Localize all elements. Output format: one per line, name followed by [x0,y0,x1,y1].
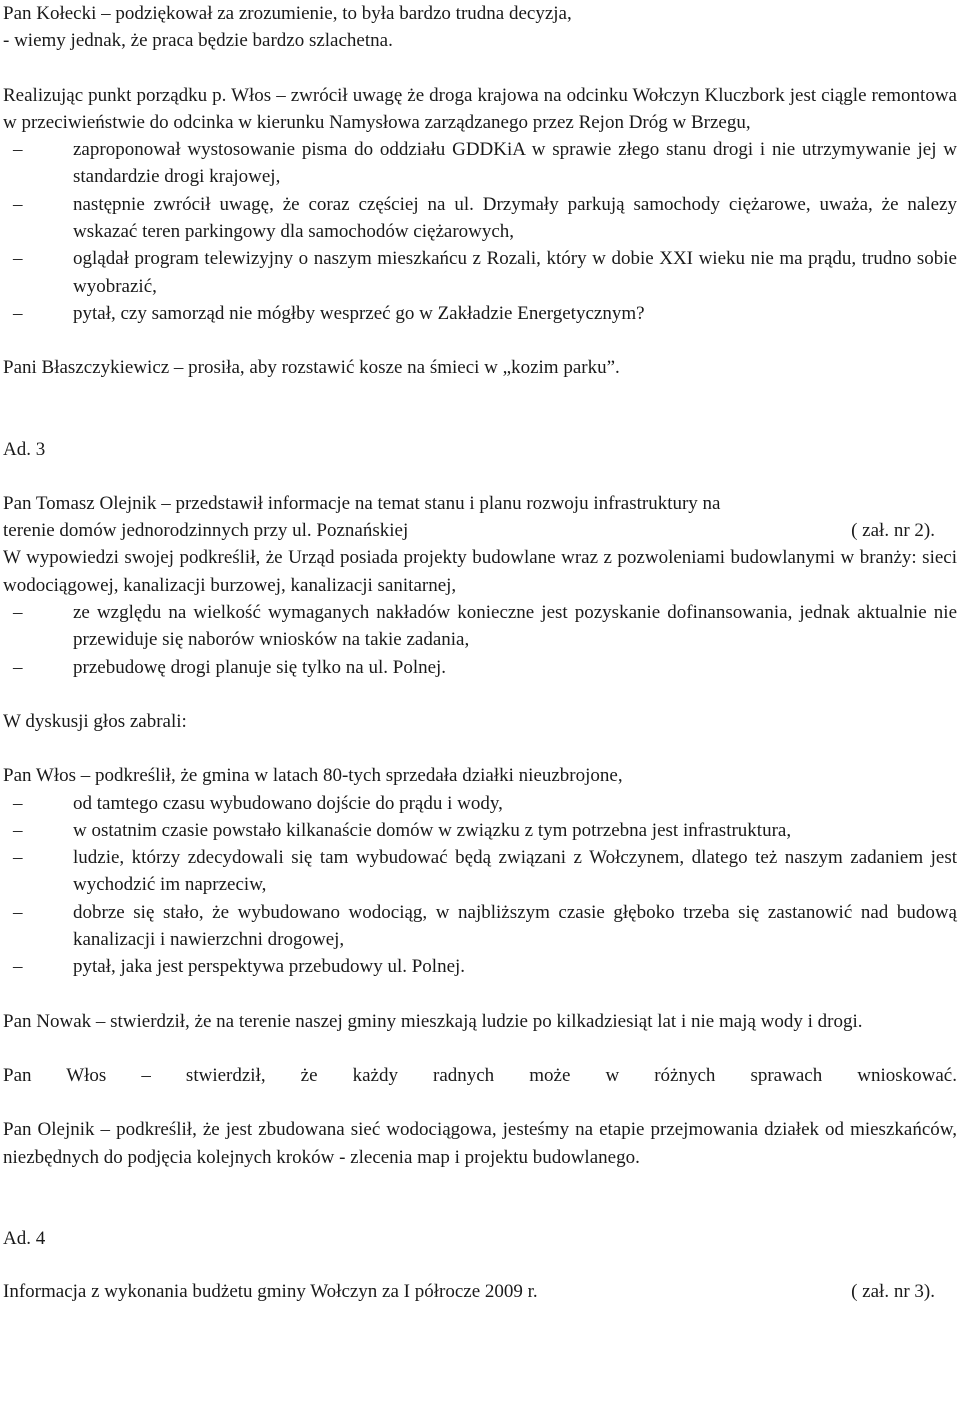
list-item: – oglądał program telewizyjny o naszym mieszkańcu z Rozali, który w dobie XXI wieku nie ma prądu, trudno sobie wyobrazić, [3,245,957,300]
dash-bullet: – [13,819,23,841]
paragraph-kolecki-cont: - wiemy jednak, że praca będzie bardzo szlachetna. [3,30,393,52]
dash-bullet: – [13,139,23,161]
paragraph-kolecki: Pan Kołecki – podziękował za zrozumienie, to była bardzo trudna decyzja, [3,3,572,24]
paragraph-olejnik-line1: Pan Tomasz Olejnik – przedstawił informacje na temat stanu i planu rozwoju infrastruktury na [3,492,721,514]
list-item: – przebudowę drogi planuje się tylko na ul. Polnej. [3,654,957,681]
paragraph-olejnik-siec: Pan Olejnik – podkreślił, że jest zbudowana sieć wodociągowa, jesteśmy na etapie przejmowania działek od mieszkańców, niezbędnych do podjęcia kolejnych kroków - zlecenia map i projektu budowlanego. [3,1119,957,1168]
paragraph-blaszczykiewicz: Pani Błaszczykiewicz – prosiła, aby rozstawić kosze na śmieci w „kozim parku”. [3,357,620,379]
list-wlos-gmina [3,790,957,981]
list-wlos-road [3,136,957,327]
dash-bullet: – [13,792,23,814]
list-item: – następnie zwrócił uwagę, że coraz częściej na ul. Drzymały parkują samochody ciężarowe, uważa, że nalezy wskazać teren parkingowy dla samochodów ciężarowych, [3,191,957,246]
paragraph-urzad: W wypowiedzi swojej podkreślił, że Urząd posiada projekty budowlane wraz z pozwoleniami budowlanymi w branży: sieci wodociągowej, kanalizacji burzowej, kanalizacji sanitarnej, [3,547,957,596]
dash-bullet: – [13,901,23,923]
heading-ad-4: Ad. 4 [3,1227,46,1249]
paragraph-budget-info: Informacja z wykonania budżetu gminy Wołczyn za I półrocze 2009 r. ( zał. nr 3). [3,1278,957,1305]
list-item: – dobrze się stało, że wybudowano wodociąg, w najbliższym czasie głęboko trzeba się zastanowić nad budową kanalizacji i nawierzchni drogowej, [3,899,957,954]
list-urzad [3,599,957,681]
list-item: – pytał, jaka jest perspektywa przebudowy ul. Polnej. [3,953,957,980]
dash-bullet: – [13,847,23,869]
paragraph-nowak: Pan Nowak – stwierdził, że na terenie naszej gminy mieszkają ludzie po kilkadziesiąt lat i nie mają wody i drogi. [3,1010,863,1032]
dash-bullet: – [13,956,23,978]
list-item: – ze względu na wielkość wymaganych nakładów konieczne jest pozyskanie dofinansowania, jednak aktualnie nie przewiduje się naborów wniosków na takie zadania, [3,599,957,654]
attachment-ref: ( zał. nr 3). [851,1281,935,1303]
paragraph-olejnik-line2: terenie domów jednorodzinnych przy ul. Poznańskiej ( zał. nr 2). [3,517,957,544]
dash-bullet: – [13,302,23,324]
heading-ad-3: Ad. 3 [3,438,46,460]
dash-bullet: – [13,602,23,624]
list-item: – pytał, czy samorząd nie mógłby wesprzeć go w Zakładzie Energetycznym? [3,300,957,327]
dash-bullet: – [13,193,23,215]
list-item: – w ostatnim czasie powstało kilkanaście domów w związku z tym potrzebna jest infrastruktura, [3,817,957,844]
paragraph-wlos-wnioski: Pan Włos – stwierdził, że każdy radnych może w różnych sprawach wnioskować. [3,1064,957,1086]
dash-bullet: – [13,248,23,270]
list-item: – zaproponował wystosowanie pisma do oddziału GDDKiA w sprawie złego stanu drogi i nie utrzymywanie jej w standardzie drogi krajowej, [3,136,957,191]
dash-bullet: – [13,656,23,678]
paragraph-wlos-gmina: Pan Włos – podkreślił, że gmina w latach 80-tych sprzedała działki nieuzbrojone, [3,765,623,787]
list-item: – ludzie, którzy zdecydowali się tam wybudować będą związani z Wołczynem, dlatego też naszym zadaniem jest wychodzić im naprzeciw, [3,844,957,899]
paragraph-discussion: W dyskusji głos zabrali: [3,710,187,732]
attachment-ref: ( zał. nr 2). [851,520,935,542]
paragraph-wlos-road: Realizując punkt porządku p. Włos – zwrócił uwagę że droga krajowa na odcinku Wołczyn Kluczbork jest ciągle remontowa w przeciwieństwie do odcinka w kierunku Namysłowa zarządzanego przez Rejon Dróg w Brzegu, [3,84,957,133]
list-item: – od tamtego czasu wybudowano dojście do prądu i wody, [3,790,957,817]
